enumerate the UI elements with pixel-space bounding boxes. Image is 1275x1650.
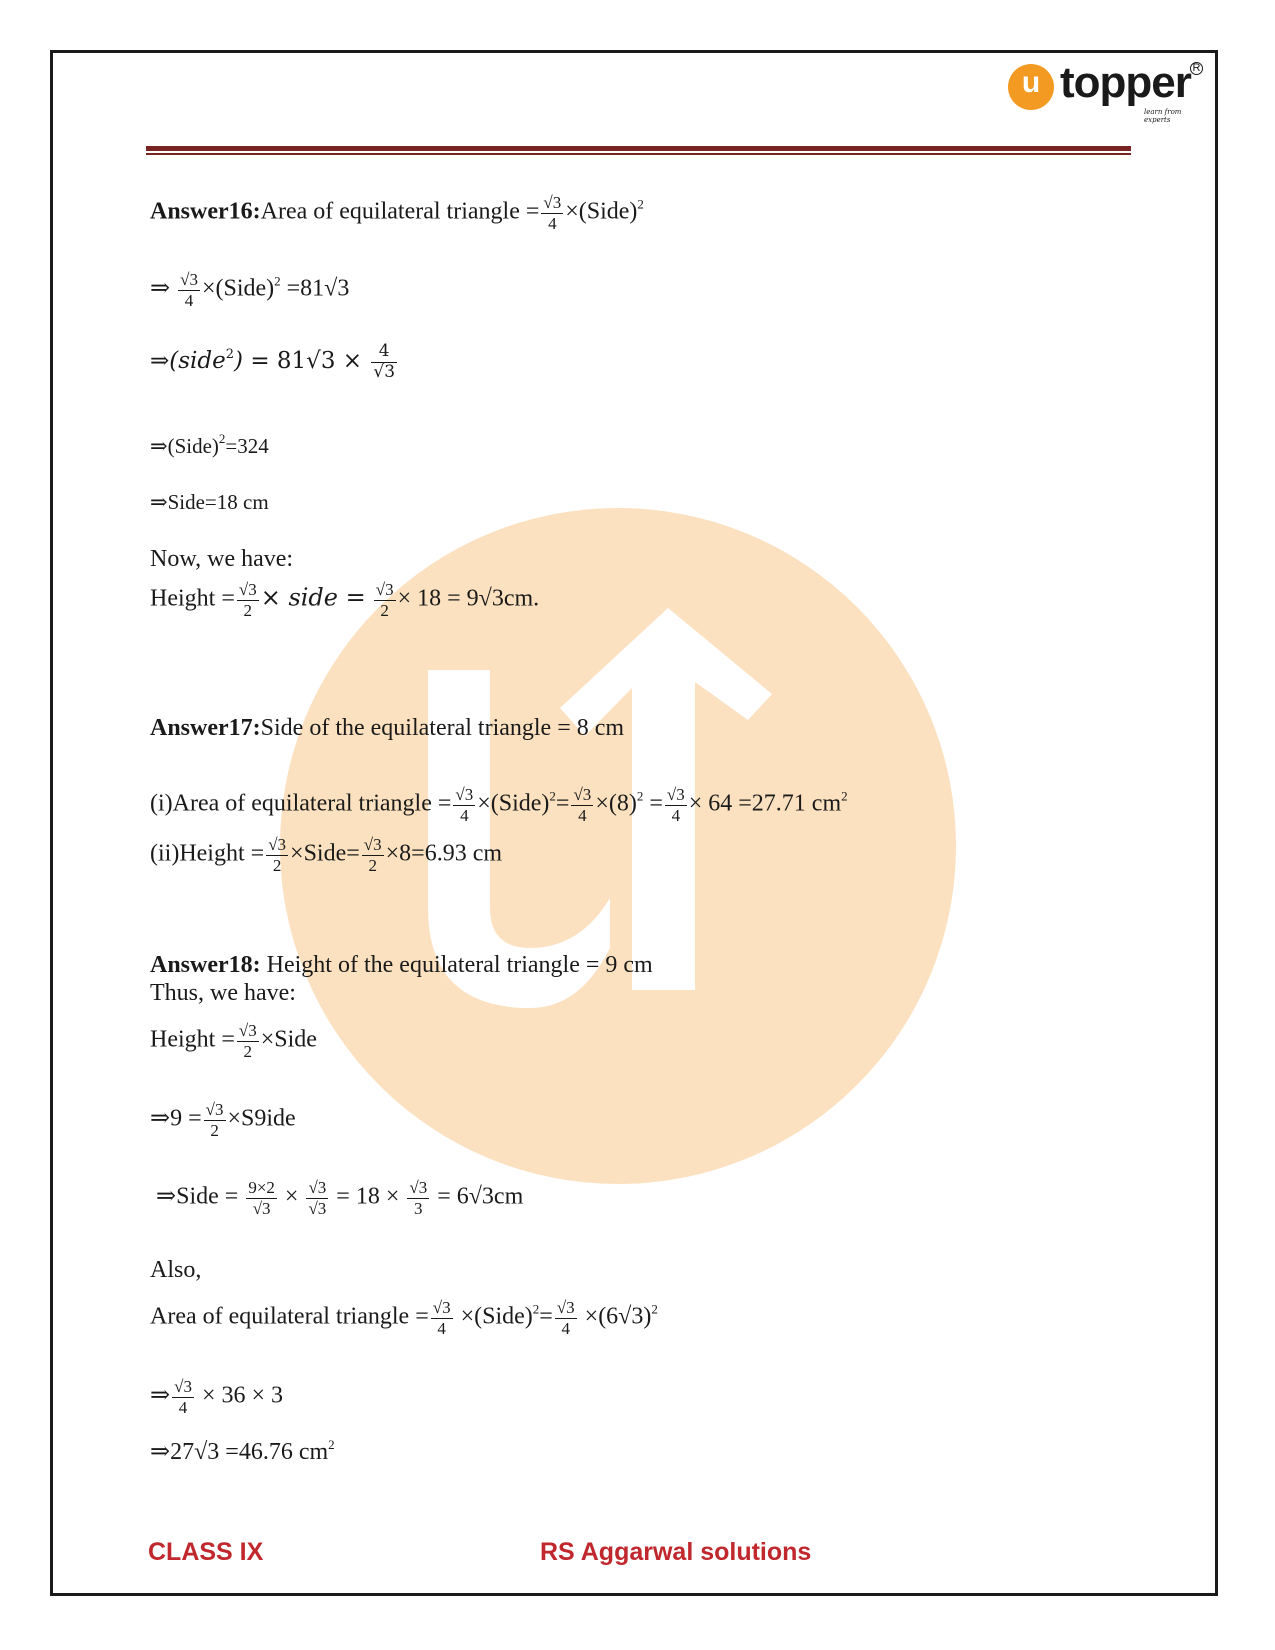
answer17-label: Answer17:: [150, 715, 261, 741]
exponent: 2: [274, 273, 281, 289]
logo-tagline: learn from experts: [1144, 108, 1182, 124]
exponent: 2: [637, 196, 644, 212]
frac-den: 4: [548, 213, 557, 233]
side-squared: ×(Side): [565, 198, 638, 225]
frac-den: 4: [184, 290, 194, 310]
answer16-label: Answer16:: [150, 198, 261, 225]
frac-den: 2: [243, 1041, 253, 1061]
frac-num: √3: [238, 1021, 257, 1040]
part-ii-label: (ii)Height =: [150, 840, 265, 867]
final-result: ⇒27√3 =46.76 cm: [150, 1439, 329, 1465]
side-lhs: ⇒Side =: [156, 1183, 239, 1210]
answer17-part-i: [150, 785, 848, 825]
fraction: [172, 1377, 194, 1417]
frac-den: 2: [210, 1120, 219, 1140]
answer18-final: [150, 1437, 335, 1465]
frac-den: 2: [380, 600, 389, 620]
fraction: [246, 1178, 277, 1218]
answer16-heading: [150, 193, 644, 233]
fraction: [237, 580, 259, 620]
fraction: [541, 193, 563, 233]
step-end: × 36 × 3: [201, 1382, 284, 1409]
frac-num: √3: [543, 193, 562, 212]
answer16-step1: [150, 270, 349, 310]
answer16-step3: [150, 431, 269, 458]
side-term: ×Side=: [290, 840, 360, 867]
arrow: ⇒: [150, 348, 170, 375]
frac-num: √3: [432, 1298, 451, 1317]
fraction: [306, 1178, 328, 1218]
frac-num: √3: [573, 785, 592, 804]
frac-den: 4: [460, 805, 469, 825]
frac-den: 2: [368, 855, 377, 875]
frac-den: 2: [272, 855, 282, 875]
times: ×: [284, 1183, 299, 1210]
logo-wordmark: topper: [1060, 58, 1191, 107]
frac-num: √3: [556, 1298, 575, 1317]
fraction: [571, 785, 593, 825]
height-label: Height =: [150, 585, 235, 612]
frac-num: √3: [666, 785, 685, 804]
height-label: Height =: [150, 1026, 235, 1053]
fraction: [362, 835, 384, 875]
area-label: Area of equilateral triangle =: [150, 1303, 429, 1330]
exponent: 2: [328, 1437, 335, 1452]
frac-den: 4: [671, 805, 681, 825]
frac-den: √3: [252, 1198, 271, 1218]
answer18-heading: [150, 953, 653, 977]
fraction: [204, 1100, 226, 1140]
fraction: [665, 785, 687, 825]
frac-den: 3: [414, 1198, 423, 1218]
fraction: [407, 1178, 429, 1218]
side-var: (side: [169, 348, 226, 375]
step2-rhs: = 81√3 ×: [250, 348, 363, 375]
answer16-step2: [150, 342, 399, 382]
answer18-area: [150, 1298, 658, 1338]
part-i-label: (i)Area of equilateral triangle =: [150, 790, 452, 817]
frac-num: √3: [174, 1377, 192, 1396]
area-end: ×(6√3): [584, 1303, 652, 1330]
step3-lhs: ⇒(Side): [150, 434, 219, 458]
frac-den: 4: [178, 1397, 188, 1417]
header-rule-thin: [146, 153, 1131, 155]
fraction: [431, 1298, 453, 1338]
answer18-height: [150, 1021, 317, 1061]
fraction: [237, 1021, 259, 1061]
exponent: 2: [636, 788, 644, 804]
exponent: 2: [651, 1301, 658, 1317]
frac-num: √3: [409, 1178, 428, 1197]
frac-num: √3: [238, 580, 257, 599]
equals: =: [539, 1303, 553, 1330]
fraction: [453, 785, 475, 825]
answer18-step-nine: [150, 1100, 296, 1140]
answer18-intro: Height of the equilateral triangle = 9 cm: [266, 952, 653, 978]
frac-num: √3: [363, 835, 382, 854]
header-rule-thick: [146, 146, 1131, 151]
footer-class: CLASS IX: [148, 1538, 264, 1566]
answer17-part-ii: [150, 835, 502, 875]
frac-den: √3: [308, 1198, 327, 1218]
step3-rhs: =324: [225, 434, 269, 458]
side-squared: ×(Side): [201, 275, 275, 302]
frac-num: √3: [455, 785, 474, 804]
exponent: 2: [218, 431, 226, 446]
nine-lhs: ⇒9 =: [150, 1105, 202, 1132]
frac-num: √3: [375, 580, 394, 599]
answer18-step: [150, 1377, 283, 1417]
answer18-also: Also,: [150, 1257, 202, 1283]
fraction: [371, 342, 397, 382]
paren: ): [234, 348, 244, 375]
fraction: [555, 1298, 577, 1338]
step1-rhs: =81√3: [286, 275, 350, 302]
answer18-step-side: [150, 1178, 523, 1218]
frac-den: 4: [578, 805, 587, 825]
frac-num: 4: [371, 342, 397, 363]
exponent: 2: [225, 347, 235, 363]
registered-mark: R: [1190, 62, 1203, 75]
part-i-result: × 64 =27.71 cm: [688, 790, 842, 817]
nine-rhs: ×S9ide: [227, 1105, 296, 1132]
frac-num: √3: [180, 270, 198, 289]
side-term: ×Side: [260, 1026, 317, 1053]
side-squared: ×(Side): [477, 790, 550, 817]
answer16-now: Now, we have:: [150, 546, 294, 572]
frac-num: √3: [205, 1100, 224, 1119]
side-result: = 6√3cm: [437, 1183, 524, 1210]
frac-den: √3: [373, 361, 396, 382]
equals: =: [555, 790, 570, 817]
side-squared: ×(Side): [460, 1303, 533, 1330]
answer17-heading: [150, 716, 624, 740]
exponent: 2: [532, 1301, 540, 1317]
topper-logo: [1008, 58, 1201, 124]
arrow: ⇒: [150, 1382, 171, 1409]
side-eq: = 18 ×: [336, 1183, 400, 1210]
answer16-height: [150, 580, 539, 620]
frac-num: 9×2: [248, 1178, 275, 1197]
answer16-step4: ⇒Side=18 cm: [150, 490, 269, 514]
arrow: ⇒: [150, 275, 171, 302]
footer-title: RS Aggarwal solutions: [540, 1538, 812, 1566]
height-end: × 18 = 9√3cm.: [397, 585, 540, 612]
frac-num: √3: [308, 1178, 327, 1197]
equals: =: [649, 790, 663, 817]
answer17-intro: Side of the equilateral triangle = 8 cm: [260, 715, 625, 741]
exponent: 2: [841, 788, 848, 804]
fraction: [374, 580, 396, 620]
part-ii-result: ×8=6.93 cm: [385, 840, 503, 867]
fraction: [266, 835, 288, 875]
exponent: 2: [549, 788, 556, 804]
frac-den: 2: [243, 600, 253, 620]
frac-num: √3: [268, 835, 287, 854]
fraction: [178, 270, 200, 310]
frac-den: 4: [561, 1318, 570, 1338]
frac-den: 4: [437, 1318, 446, 1338]
eight-squared: ×(8): [595, 790, 637, 817]
answer18-label: Answer18:: [150, 952, 261, 978]
height-mid: × side =: [260, 583, 366, 612]
answer18-thus: Thus, we have:: [150, 980, 296, 1006]
logo-letter: u: [1021, 66, 1041, 99]
answer16-intro: Area of equilateral triangle =: [260, 198, 540, 225]
